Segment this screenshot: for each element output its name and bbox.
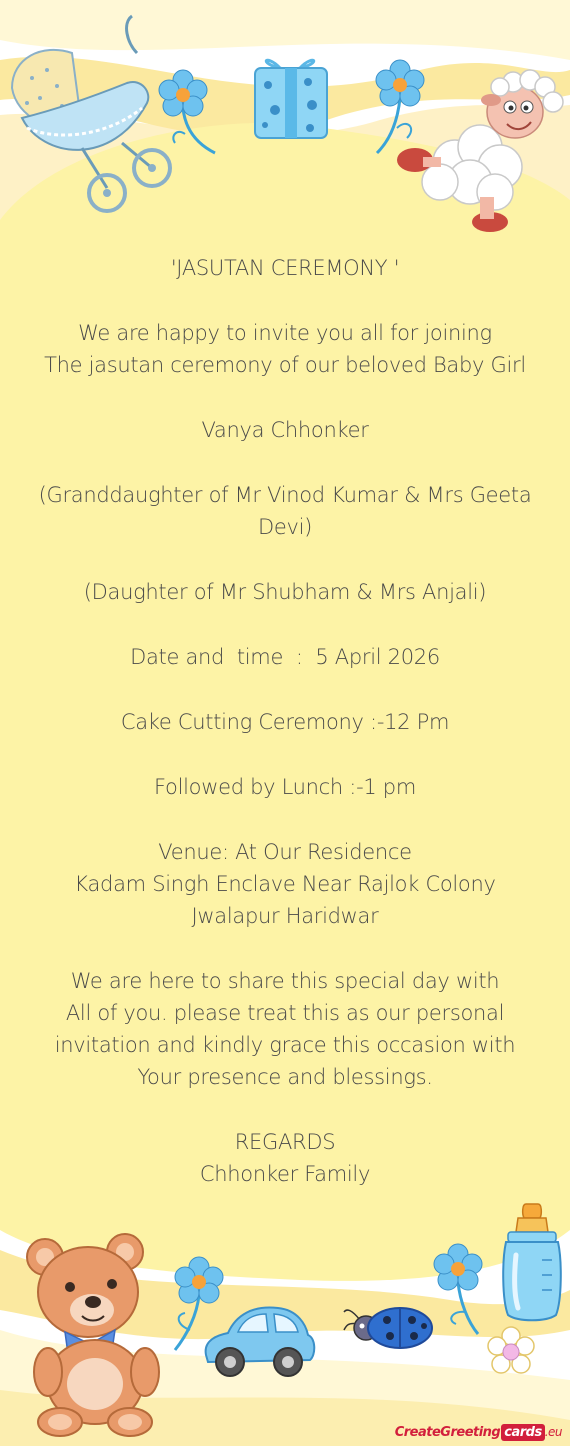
baby-bottle-icon [498,1200,566,1325]
baby-stroller-icon [2,8,172,213]
granddaughter-line-1: (Granddaughter of Mr Vinod Kumar & Mrs Geeta [38,483,532,507]
lunch-line: Followed by Lunch :-1 pm [154,775,416,799]
gift-box-icon [250,50,332,142]
date-time-line: Date and time : 5 April 2026 [130,645,440,669]
brand-watermark[interactable] [395,1425,562,1440]
invitation-text [20,252,550,1190]
intro-line-1: We are happy to invite you all for joining [78,321,492,345]
family-signature: Chhonker Family [199,1162,371,1186]
teddy-bear-icon [20,1232,170,1437]
closing-line-4: Your presence and blessings. [137,1065,433,1089]
toy-car-icon [198,1300,318,1385]
venue-line-1: Venue: At Our Residence [158,840,412,864]
watermark-tld: .eu [544,1425,562,1439]
closing-line-2: All of you. please treat this as our personal [65,1001,505,1025]
child-name: Vanya Chhonker [201,418,369,442]
intro-line-2: The jasutan ceremony of our beloved Baby Girl [44,353,526,377]
cake-cutting-line: Cake Cutting Ceremony :-12 Pm [120,710,450,734]
daughter-of-line: (Daughter of Mr Shubham & Mrs Anjali) [83,580,487,604]
invitation-title: 'JASUTAN CEREMONY ' [170,256,400,280]
flower-icon [155,68,220,158]
venue-line-3: Jwalapur Haridwar [191,904,379,928]
flower-icon [485,1326,537,1376]
venue-line-2: Kadam Singh Enclave Near Rajlok Colony [74,872,496,896]
ladybug-icon [342,1302,437,1352]
regards-label: REGARDS [234,1130,336,1154]
watermark-brand: CreateGreeting [394,1425,501,1440]
closing-line-3: invitation and kindly grace this occasion with [54,1033,516,1057]
closing-line-1: We are here to share this special day with [70,969,500,993]
sheep-toy-icon [395,62,567,240]
flower-icon [428,1242,488,1337]
watermark-brand-box: cards [501,1424,544,1441]
granddaughter-line-2: Devi) [257,515,313,539]
